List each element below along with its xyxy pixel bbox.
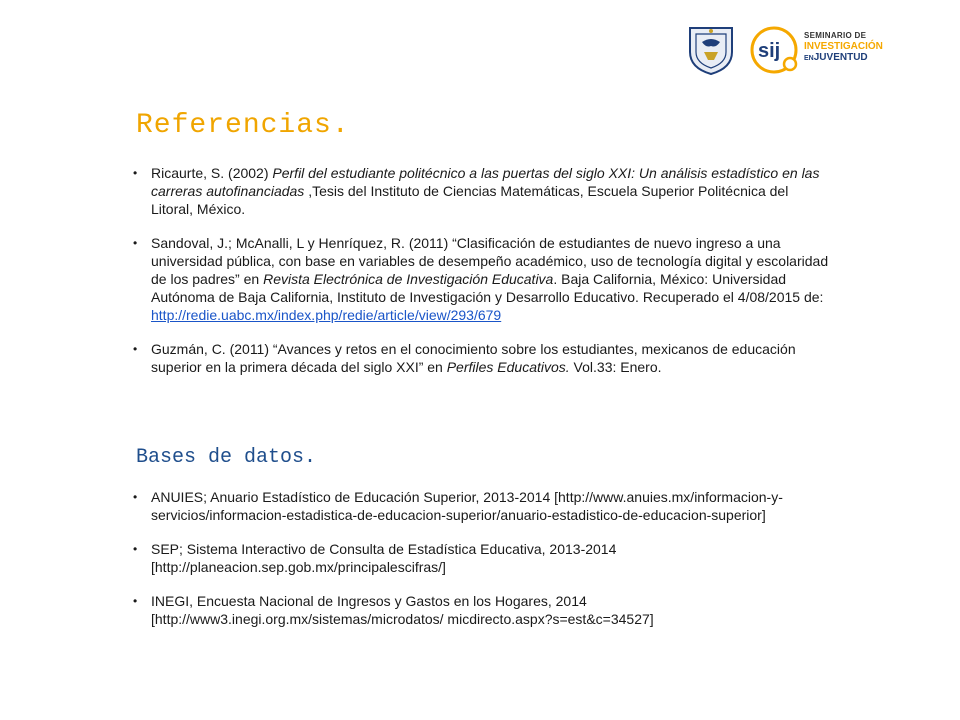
database-text: INEGI, Encuesta Nacional de Ingresos y Gastos en los Hogares, 2014 [http://www3.inegi.org.mx/sistemas/microdatos/ micdirecto.aspx?s=est&c=34527] [151,593,654,627]
reference-text: Sandoval, J.; McAnalli, L y Henríquez, R. (2011) “Clasificación de estudiantes de nuevo ingreso a una universidad pública, con base en variables de desempeño académico, uso de tecnología digital y escolaridad de los padres” en [151,235,829,287]
database-item [133,540,833,576]
reference-item [133,164,833,218]
sij-wordmark [804,30,924,64]
reference-text: Guzmán, C. (2011) “Avances y retos en el conocimiento sobre los estudiantes, mexicanos de educación superior en la primera década del siglo XXI” en [151,341,796,375]
references-list [133,164,833,392]
database-text: ANUIES; Anuario Estadístico de Educación Superior, 2013-2014 [http://www.anuies.mx/informacion-y-servicios/informacion-estadistica-de-educacion-superior/anuario-estadistico-de-educacion-superior] [151,489,783,523]
logo-line-3-main: JUVENTUD [813,52,868,63]
reference-text: ,Tesis del Instituto de Ciencias Matemáticas, Escuela Superior Politécnica del Litoral, México. [151,183,789,217]
references-heading: Referencias. [136,110,350,141]
logo-line-2: INVESTIGACIÓN [804,41,883,52]
reference-item [133,234,833,324]
sij-logo-icon [744,24,804,76]
logo-line-3-prefix: EN [804,55,814,62]
database-item [133,592,833,628]
header-logos [684,22,924,78]
reference-text: . Baja California, México: Universidad Autónoma de Baja California, Instituto de Investigación y Desarrollo Educativo. Recuperado el 4/08/2015 de: [151,271,824,305]
reference-item [133,340,833,376]
reference-italic: Perfil del estudiante politécnico a las puertas del siglo XXI: Un análisis estadístico en las carreras autofinanciadas [151,165,820,199]
reference-italic: Revista Electrónica de Investigación Educativa [263,271,554,287]
logo-line-3 [804,52,924,64]
databases-list [133,488,833,644]
sij-mark: sij [758,40,781,62]
reference-text: Vol.33: Enero. [569,359,662,375]
unam-seal-icon [684,22,738,76]
reference-text: Ricaurte, S. (2002) [151,165,273,181]
reference-italic: Perfiles Educativos. [446,359,570,375]
database-item [133,488,833,524]
databases-heading: Bases de datos. [136,446,317,469]
logo-line-1: SEMINARIO DE [804,31,867,40]
reference-link[interactable]: http://redie.uabc.mx/index.php/redie/article/view/293/679 [151,307,502,323]
database-text: SEP; Sistema Interactivo de Consulta de Estadística Educativa, 2013-2014 [http://planeacion.sep.gob.mx/principalescifras/] [151,541,617,575]
